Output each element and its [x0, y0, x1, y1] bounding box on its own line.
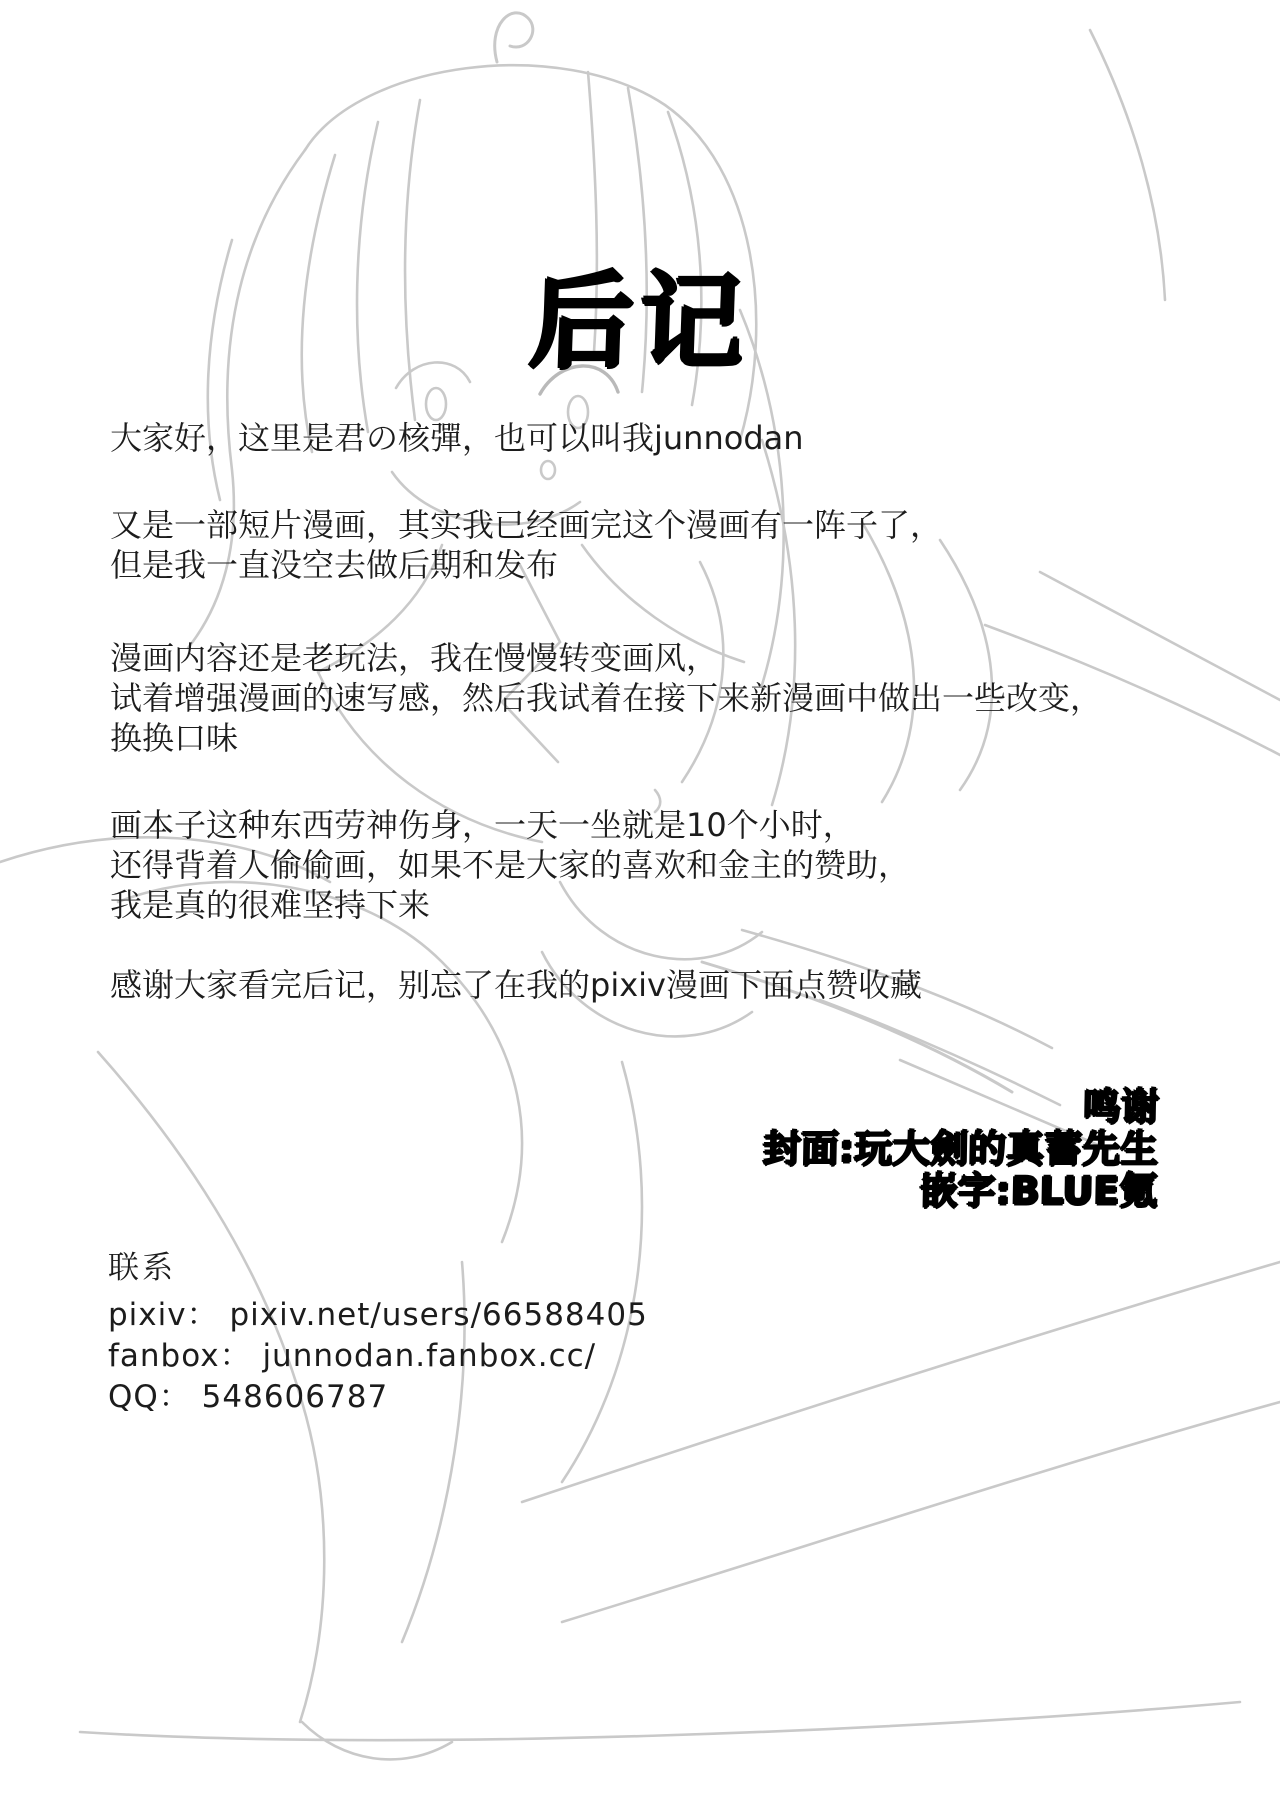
paragraph-line: 又是一部短片漫画，其实我已经画完这个漫画有一阵子了，: [110, 506, 943, 544]
paragraph-line: 换换口味: [110, 719, 239, 757]
credit-typesetter: 嵌字:BLUE氪: [919, 1169, 1158, 1213]
credits-block: [762, 1086, 1159, 1212]
paragraph-line: 感谢大家看完后记，别忘了在我的pixiv漫画下面点赞收藏: [110, 966, 922, 1004]
credit-cover-artist: 封面:玩大劍的真蓄先生: [762, 1127, 1159, 1171]
credits-heading: 鸣谢: [1082, 1085, 1160, 1129]
paragraph-greeting: [110, 418, 804, 458]
contact-pixiv-link: pixiv： pixiv.net/users/66588405: [108, 1297, 648, 1333]
contact-heading: 联系: [108, 1250, 176, 1286]
contact-block: [108, 1248, 648, 1418]
paragraph-line: 漫画内容还是老玩法，我在慢慢转变画风，: [110, 639, 719, 677]
paragraph-line: 但是我一直没空去做后期和发布: [110, 546, 559, 584]
page-title: 后记: [527, 261, 752, 383]
contact-qq-number: QQ： 548606787: [108, 1379, 389, 1415]
paragraph-thanks: [110, 965, 922, 1005]
paragraph-line: 大家好，这里是君の核彈，也可以叫我junnodan: [110, 419, 804, 457]
paragraph-line: 还得背着人偷偷画，如果不是大家的喜欢和金主的赞助，: [110, 846, 911, 884]
contact-fanbox-link: fanbox： junnodan.fanbox.cc/: [108, 1338, 597, 1374]
paragraph-art-style: [110, 638, 1102, 758]
paragraph-line: 画本子这种东西劳神伤身，一天一坐就是10个小时，: [110, 806, 855, 844]
paragraph-short-comic: [110, 505, 942, 585]
paragraph-hard-work: [110, 805, 910, 925]
paragraph-line: 试着增强漫画的速写感，然后我试着在接下来新漫画中做出一些改变，: [110, 679, 1103, 717]
paragraph-line: 我是真的很难坚持下来: [110, 886, 431, 924]
